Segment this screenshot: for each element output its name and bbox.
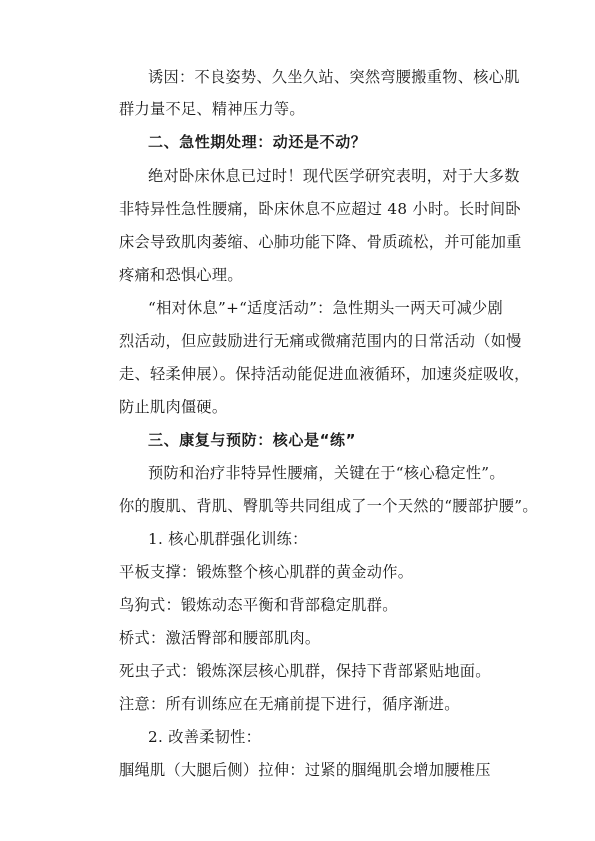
paragraph-line: 疼痛和恐惧心理。	[119, 266, 243, 284]
paragraph-line: 诱因：不良姿势、久坐久站、突然弯腰搬重物、核心肌	[148, 68, 520, 86]
paragraph-line: “相对休息”+“适度活动”：急性期头一两天可减少剧	[148, 299, 504, 317]
paragraph-line: 防止肌肉僵硬。	[119, 398, 228, 416]
paragraph-line: 你的腹肌、背肌、臀肌等共同组成了一个天然的“腰部护腰”。	[119, 497, 538, 515]
paragraph-line: 群力量不足、精神压力等。	[119, 100, 305, 118]
list-item: 平板支撑：锻炼整个核心肌群的黄金动作。	[119, 563, 414, 581]
paragraph-line: 预防和治疗非特异性腰痛，关键在于“核心稳定性”。	[148, 464, 505, 482]
paragraph-line: 绝对卧床休息已过时！现代医学研究表明，对于大多数	[148, 167, 520, 185]
paragraph-line: 走、轻柔伸展）。保持活动能促进血液循环，加速炎症吸收，	[119, 365, 530, 383]
paragraph-line: 非特异性急性腰痛，卧床休息不应超过 48 小时。长时间卧	[119, 200, 521, 218]
section-heading: 三、康复与预防：核心是“练”	[148, 431, 357, 449]
list-item: 腘绳肌（大腿后侧）拉伸：过紧的腘绳肌会增加腰椎压	[119, 761, 491, 779]
list-item: 桥式：激活臀部和腰部肌肉。	[119, 629, 321, 647]
list-item: 死虫子式：锻炼深层核心肌群，保持下背部紧贴地面。	[119, 662, 491, 680]
list-heading: 2. 改善柔韧性：	[148, 728, 262, 746]
list-heading: 1. 核心肌群强化训练：	[148, 530, 308, 548]
paragraph-line: 烈活动，但应鼓励进行无痛或微痛范围内的日常活动（如慢	[119, 332, 522, 350]
note-line: 注意：所有训练应在无痛前提下进行，循序渐进。	[119, 695, 460, 713]
list-item: 鸟狗式：锻炼动态平衡和背部稳定肌群。	[119, 596, 398, 614]
paragraph-line: 床会导致肌肉萎缩、心肺功能下降、骨质疏松，并可能加重	[119, 233, 522, 251]
section-heading: 二、急性期处理：动还是不动？	[148, 133, 367, 151]
